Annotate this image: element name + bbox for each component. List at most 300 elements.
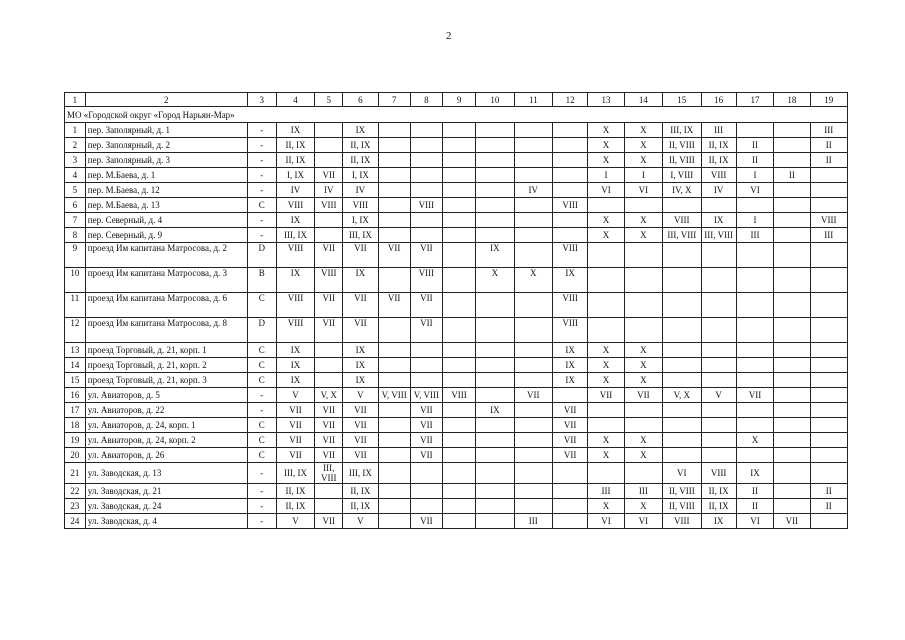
value-cell: III, IX <box>343 463 378 484</box>
table-row <box>65 138 848 153</box>
value-cell <box>736 123 773 138</box>
row-number-cell: 5 <box>65 183 86 198</box>
value-cell <box>663 343 701 358</box>
value-cell <box>701 418 736 433</box>
row-number-cell: 10 <box>65 268 86 293</box>
row-number-cell: 6 <box>65 198 86 213</box>
address-cell: пер. Заполярный, д. 1 <box>85 123 247 138</box>
address-cell: пер. Заполярный, д. 3 <box>85 153 247 168</box>
row-number-cell: 18 <box>65 418 86 433</box>
value-cell: VII <box>315 293 343 318</box>
value-cell <box>410 484 442 499</box>
value-cell <box>701 373 736 388</box>
value-cell: X <box>624 448 662 463</box>
value-cell <box>810 318 847 343</box>
value-cell <box>588 198 624 213</box>
value-cell: II, VIII <box>663 484 701 499</box>
value-cell <box>315 343 343 358</box>
column-number-cell: 15 <box>663 93 701 107</box>
value-cell <box>736 418 773 433</box>
value-cell: VIII <box>276 243 314 268</box>
column-number-cell: 7 <box>378 93 410 107</box>
value-cell <box>315 138 343 153</box>
value-cell <box>476 293 514 318</box>
table-row <box>65 228 848 243</box>
value-cell <box>315 213 343 228</box>
value-cell: VIII <box>410 268 442 293</box>
value-cell: VIII <box>553 318 588 343</box>
value-cell: V <box>701 388 736 403</box>
value-cell <box>476 358 514 373</box>
value-cell <box>476 123 514 138</box>
value-cell <box>588 463 624 484</box>
value-cell: VII <box>410 448 442 463</box>
column-number-cell: 1 <box>65 93 86 107</box>
value-cell <box>476 499 514 514</box>
value-cell <box>378 484 410 499</box>
address-cell: проезд Им капитана Матросова, д. 2 <box>85 243 247 268</box>
value-cell <box>701 343 736 358</box>
value-cell <box>774 123 810 138</box>
value-cell: X <box>624 213 662 228</box>
address-cell: пер. М.Баева, д. 12 <box>85 183 247 198</box>
value-cell: VII <box>315 433 343 448</box>
value-cell <box>378 358 410 373</box>
value-cell: X <box>624 358 662 373</box>
page-number: 2 <box>446 30 452 42</box>
value-cell <box>442 213 475 228</box>
value-cell <box>476 198 514 213</box>
value-cell: VII <box>378 243 410 268</box>
value-cell: III <box>810 228 847 243</box>
row-number-cell: 8 <box>65 228 86 243</box>
value-cell: V, X <box>663 388 701 403</box>
value-cell: - <box>247 484 276 499</box>
value-cell: VII <box>343 448 378 463</box>
value-cell <box>514 243 552 268</box>
value-cell <box>810 343 847 358</box>
value-cell: - <box>247 183 276 198</box>
value-cell: VII <box>553 418 588 433</box>
value-cell: VII <box>343 293 378 318</box>
value-cell: X <box>588 448 624 463</box>
value-cell <box>588 318 624 343</box>
value-cell: IX <box>276 123 314 138</box>
value-cell: VIII <box>276 198 314 213</box>
value-cell: VII <box>410 243 442 268</box>
column-number-cell: 12 <box>553 93 588 107</box>
value-cell: VI <box>588 514 624 529</box>
value-cell <box>553 484 588 499</box>
value-cell <box>476 514 514 529</box>
table-row <box>65 403 848 418</box>
value-cell <box>736 318 773 343</box>
value-cell <box>315 153 343 168</box>
value-cell <box>514 448 552 463</box>
value-cell <box>553 388 588 403</box>
value-cell: III, IX <box>276 228 314 243</box>
value-cell <box>774 228 810 243</box>
address-cell: пер. Северный, д. 9 <box>85 228 247 243</box>
value-cell <box>410 138 442 153</box>
value-cell: III, VIII <box>663 228 701 243</box>
value-cell <box>315 358 343 373</box>
value-cell: VIII <box>810 213 847 228</box>
value-cell <box>701 268 736 293</box>
value-cell <box>442 448 475 463</box>
value-cell: X <box>514 268 552 293</box>
value-cell: VII <box>315 168 343 183</box>
value-cell <box>663 293 701 318</box>
row-number-cell: 4 <box>65 168 86 183</box>
value-cell: IX <box>343 358 378 373</box>
value-cell: II, VIII <box>663 138 701 153</box>
table-row <box>65 243 848 268</box>
value-cell <box>810 373 847 388</box>
value-cell <box>736 198 773 213</box>
table-row <box>65 293 848 318</box>
value-cell: VI <box>624 514 662 529</box>
value-cell: II, IX <box>276 153 314 168</box>
value-cell <box>553 228 588 243</box>
value-cell: III, VIII <box>701 228 736 243</box>
address-cell: ул. Заводская, д. 13 <box>85 463 247 484</box>
value-cell <box>736 243 773 268</box>
value-cell: VII <box>276 433 314 448</box>
value-cell: V, X <box>315 388 343 403</box>
value-cell <box>476 433 514 448</box>
address-cell: ул. Авиаторов, д. 24, корп. 2 <box>85 433 247 448</box>
value-cell: III <box>701 123 736 138</box>
value-cell <box>476 418 514 433</box>
value-cell <box>476 213 514 228</box>
value-cell: - <box>247 403 276 418</box>
value-cell <box>410 373 442 388</box>
value-cell <box>810 448 847 463</box>
table-row <box>65 213 848 228</box>
column-number-cell: 6 <box>343 93 378 107</box>
value-cell <box>514 153 552 168</box>
section-title: МО «Городской округ «Город Нарьян-Мар» <box>65 107 848 123</box>
value-cell: - <box>247 463 276 484</box>
value-cell: D <box>247 318 276 343</box>
value-cell: IV, X <box>663 183 701 198</box>
value-cell <box>774 499 810 514</box>
value-cell <box>476 373 514 388</box>
value-cell <box>588 268 624 293</box>
value-cell <box>810 268 847 293</box>
value-cell <box>514 228 552 243</box>
column-number-cell: 17 <box>736 93 773 107</box>
value-cell <box>514 499 552 514</box>
row-number-cell: 15 <box>65 373 86 388</box>
value-cell: VII <box>588 388 624 403</box>
row-number-cell: 23 <box>65 499 86 514</box>
address-cell: пер. Заполярный, д. 2 <box>85 138 247 153</box>
column-number-cell: 16 <box>701 93 736 107</box>
value-cell <box>514 138 552 153</box>
value-cell <box>810 463 847 484</box>
value-cell: - <box>247 213 276 228</box>
column-number-cell: 4 <box>276 93 314 107</box>
value-cell <box>514 373 552 388</box>
value-cell <box>476 168 514 183</box>
value-cell <box>476 448 514 463</box>
value-cell <box>315 499 343 514</box>
value-cell <box>378 228 410 243</box>
address-cell: ул. Авиаторов, д. 26 <box>85 448 247 463</box>
row-number-cell: 9 <box>65 243 86 268</box>
value-cell <box>410 343 442 358</box>
value-cell: IX <box>553 343 588 358</box>
address-cell: ул. Авиаторов, д. 22 <box>85 403 247 418</box>
value-cell <box>476 153 514 168</box>
row-number-cell: 16 <box>65 388 86 403</box>
value-cell: II, IX <box>276 499 314 514</box>
value-cell: III <box>514 514 552 529</box>
value-cell <box>774 388 810 403</box>
value-cell <box>476 388 514 403</box>
value-cell: C <box>247 373 276 388</box>
value-cell: VII <box>315 403 343 418</box>
value-cell <box>378 418 410 433</box>
value-cell: IX <box>343 268 378 293</box>
value-cell <box>701 403 736 418</box>
value-cell: I, IX <box>343 213 378 228</box>
value-cell <box>663 243 701 268</box>
value-cell <box>442 138 475 153</box>
value-cell: VI <box>736 183 773 198</box>
value-cell <box>442 433 475 448</box>
value-cell <box>514 168 552 183</box>
value-cell <box>553 138 588 153</box>
value-cell <box>476 318 514 343</box>
value-cell <box>663 418 701 433</box>
value-cell: VII <box>410 403 442 418</box>
column-number-row <box>65 93 848 107</box>
value-cell: IX <box>343 123 378 138</box>
value-cell: VII <box>315 318 343 343</box>
value-cell: - <box>247 388 276 403</box>
address-cell: проезд Им капитана Матросова, д. 3 <box>85 268 247 293</box>
value-cell <box>378 499 410 514</box>
value-cell: II <box>736 138 773 153</box>
value-cell <box>701 448 736 463</box>
table-row <box>65 373 848 388</box>
value-cell: VIII <box>315 268 343 293</box>
value-cell <box>476 484 514 499</box>
value-cell: IX <box>701 514 736 529</box>
value-cell: X <box>624 228 662 243</box>
value-cell: VII <box>553 433 588 448</box>
value-cell <box>774 198 810 213</box>
value-cell <box>442 418 475 433</box>
table-row <box>65 499 848 514</box>
value-cell: VII <box>553 403 588 418</box>
value-cell: II <box>810 138 847 153</box>
value-cell: I <box>624 168 662 183</box>
value-cell: - <box>247 138 276 153</box>
value-cell <box>624 268 662 293</box>
value-cell <box>442 463 475 484</box>
value-cell: IX <box>701 213 736 228</box>
value-cell <box>442 243 475 268</box>
column-number-cell: 3 <box>247 93 276 107</box>
value-cell <box>588 418 624 433</box>
value-cell: II <box>774 168 810 183</box>
column-number-cell: 5 <box>315 93 343 107</box>
value-cell <box>514 293 552 318</box>
address-cell: проезд Торговый, д. 21, корп. 3 <box>85 373 247 388</box>
value-cell <box>553 463 588 484</box>
value-cell: VII <box>736 388 773 403</box>
value-cell <box>701 293 736 318</box>
value-cell <box>442 183 475 198</box>
address-cell: ул. Заводская, д. 4 <box>85 514 247 529</box>
value-cell <box>514 403 552 418</box>
value-cell: D <box>247 243 276 268</box>
value-cell <box>736 448 773 463</box>
value-cell: IX <box>276 268 314 293</box>
value-cell <box>410 153 442 168</box>
column-number-cell: 19 <box>810 93 847 107</box>
column-number-cell: 18 <box>774 93 810 107</box>
value-cell: II, IX <box>276 138 314 153</box>
value-cell: VII <box>410 318 442 343</box>
value-cell <box>810 358 847 373</box>
value-cell <box>476 228 514 243</box>
section-row <box>65 107 848 123</box>
value-cell <box>442 514 475 529</box>
value-cell <box>514 123 552 138</box>
value-cell <box>315 228 343 243</box>
value-cell: VII <box>315 448 343 463</box>
row-number-cell: 21 <box>65 463 86 484</box>
value-cell <box>663 373 701 388</box>
value-cell <box>378 403 410 418</box>
value-cell <box>701 358 736 373</box>
column-number-cell: 14 <box>624 93 662 107</box>
value-cell: VII <box>553 448 588 463</box>
address-cell: проезд Им капитана Матросова, д. 8 <box>85 318 247 343</box>
value-cell <box>774 418 810 433</box>
value-cell <box>410 123 442 138</box>
value-cell <box>588 243 624 268</box>
column-number-cell: 8 <box>410 93 442 107</box>
value-cell <box>774 448 810 463</box>
value-cell: VIII <box>663 514 701 529</box>
value-cell: VIII <box>315 198 343 213</box>
table-row <box>65 123 848 138</box>
column-number-cell: 2 <box>85 93 247 107</box>
value-cell: X <box>588 228 624 243</box>
value-cell <box>810 198 847 213</box>
column-number-cell: 13 <box>588 93 624 107</box>
value-cell <box>624 418 662 433</box>
value-cell: X <box>624 123 662 138</box>
value-cell <box>476 343 514 358</box>
value-cell <box>774 183 810 198</box>
value-cell: IX <box>343 373 378 388</box>
value-cell: I, IX <box>343 168 378 183</box>
table-row <box>65 168 848 183</box>
address-cell: пер. М.Баева, д. 1 <box>85 168 247 183</box>
value-cell: VIII <box>276 318 314 343</box>
value-cell: C <box>247 343 276 358</box>
value-cell: VII <box>276 418 314 433</box>
value-cell <box>774 373 810 388</box>
value-cell <box>624 463 662 484</box>
value-cell: II, IX <box>276 484 314 499</box>
row-number-cell: 19 <box>65 433 86 448</box>
value-cell <box>442 268 475 293</box>
value-cell <box>315 373 343 388</box>
value-cell <box>553 183 588 198</box>
value-cell <box>315 484 343 499</box>
address-cell: проезд Торговый, д. 21, корп. 1 <box>85 343 247 358</box>
value-cell <box>410 463 442 484</box>
value-cell: I, IX <box>276 168 314 183</box>
value-cell: VIII <box>701 463 736 484</box>
value-cell <box>701 243 736 268</box>
value-cell: II <box>810 153 847 168</box>
value-cell <box>378 198 410 213</box>
value-cell <box>810 433 847 448</box>
row-number-cell: 12 <box>65 318 86 343</box>
value-cell <box>701 318 736 343</box>
value-cell: X <box>588 153 624 168</box>
table-row <box>65 183 848 198</box>
value-cell <box>378 318 410 343</box>
value-cell: VII <box>410 293 442 318</box>
value-cell: II, IX <box>343 499 378 514</box>
value-cell: IX <box>553 268 588 293</box>
value-cell: - <box>247 168 276 183</box>
value-cell: X <box>588 123 624 138</box>
value-cell: VIII <box>343 198 378 213</box>
address-cell: проезд Им капитана Матросова, д. 6 <box>85 293 247 318</box>
value-cell <box>736 403 773 418</box>
value-cell: X <box>588 358 624 373</box>
value-cell <box>410 168 442 183</box>
value-cell: VII <box>774 514 810 529</box>
value-cell <box>774 138 810 153</box>
value-cell <box>810 403 847 418</box>
value-cell <box>514 433 552 448</box>
value-cell <box>663 433 701 448</box>
value-cell: C <box>247 448 276 463</box>
table-row <box>65 484 848 499</box>
value-cell: VI <box>588 183 624 198</box>
table-row <box>65 433 848 448</box>
value-cell: V, VIII <box>378 388 410 403</box>
value-cell <box>442 484 475 499</box>
value-cell: IX <box>276 213 314 228</box>
value-cell <box>514 358 552 373</box>
value-cell <box>553 499 588 514</box>
value-cell <box>514 463 552 484</box>
value-cell: VIII <box>410 198 442 213</box>
value-cell: C <box>247 198 276 213</box>
value-cell: VII <box>410 433 442 448</box>
value-cell <box>624 198 662 213</box>
value-cell: IV <box>315 183 343 198</box>
value-cell: VIII <box>663 213 701 228</box>
value-cell <box>442 403 475 418</box>
address-cell: пер. Северный, д. 4 <box>85 213 247 228</box>
value-cell <box>514 418 552 433</box>
row-number-cell: 20 <box>65 448 86 463</box>
